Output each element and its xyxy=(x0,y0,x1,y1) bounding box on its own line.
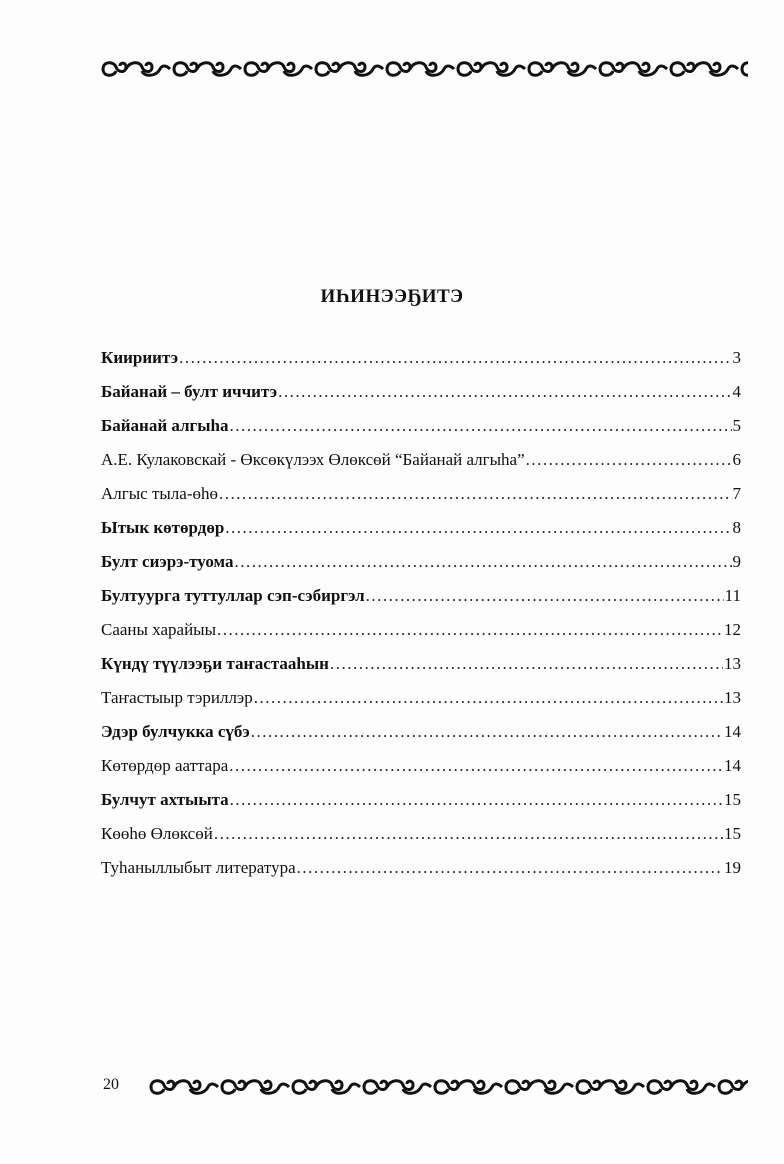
toc-entry[interactable] xyxy=(101,654,741,688)
toc-entry-page: 12 xyxy=(724,620,741,639)
toc-dot-leader xyxy=(179,348,731,368)
toc-entry-title: Көөһө Өлөксөй xyxy=(101,824,213,843)
toc-entry-page: 15 xyxy=(724,790,741,809)
toc-entry-page: 8 xyxy=(732,518,741,537)
toc-dot-leader xyxy=(330,654,723,674)
toc-entry-title: Сааны харайыы xyxy=(101,620,217,639)
toc-entry-page: 7 xyxy=(732,484,741,503)
toc-entry-page: 4 xyxy=(732,382,741,401)
toc-dot-leader xyxy=(235,552,732,572)
toc-dot-leader xyxy=(526,450,732,470)
toc-entry-title: Бултуурга туттуллар сэп-сэбиргэл xyxy=(101,586,365,605)
toc-entry-title: А.Е. Кулаковскай - Өксөкүлээх Өлөксөй “Байанай алгыһа” xyxy=(101,450,525,469)
toc-dot-leader xyxy=(214,824,723,844)
toc-entry-page: 13 xyxy=(724,654,741,673)
toc-entry[interactable] xyxy=(101,620,741,654)
toc-entry-page: 5 xyxy=(732,416,741,435)
toc-entry[interactable] xyxy=(101,518,741,552)
toc-entry[interactable] xyxy=(101,450,741,484)
toc-entry-title: Киириитэ xyxy=(101,348,179,367)
toc-dot-leader xyxy=(366,586,724,606)
top-ornament-border xyxy=(100,58,748,80)
toc-dot-leader xyxy=(229,756,723,776)
toc-entry[interactable] xyxy=(101,858,741,892)
toc-entry[interactable] xyxy=(101,416,741,450)
toc-dot-leader xyxy=(254,688,723,708)
toc-entry[interactable] xyxy=(101,824,741,858)
toc-entry-title: Булчут ахтыыта xyxy=(101,790,229,809)
toc-entry-page: 19 xyxy=(724,858,741,877)
toc-entry-title: Таҥастыыр тэриллэр xyxy=(101,688,253,707)
toc-entry-title: Байанай алгыһа xyxy=(101,416,229,435)
toc-dot-leader xyxy=(251,722,723,742)
toc-entry[interactable] xyxy=(101,348,741,382)
toc-dot-leader xyxy=(230,416,732,436)
page-title: ИҺИНЭЭҔИТЭ xyxy=(320,286,464,307)
toc-entry[interactable] xyxy=(101,586,741,620)
toc-entry-title: Байанай – булт иччитэ xyxy=(101,382,278,401)
toc-dot-leader xyxy=(217,620,723,640)
toc-entry-page: 13 xyxy=(724,688,741,707)
toc-entry-page: 6 xyxy=(732,450,741,469)
toc-entry-title: Ытык көтөрдөр xyxy=(101,518,225,537)
toc-entry[interactable] xyxy=(101,688,741,722)
toc-entry[interactable] xyxy=(101,790,741,824)
toc-entry-title: Көтөрдөр ааттара xyxy=(101,756,229,775)
bottom-ornament-border xyxy=(148,1076,748,1098)
toc-entry-page: 3 xyxy=(732,348,741,367)
toc-entry-page: 14 xyxy=(724,756,741,775)
toc-entry-title: Булт сиэрэ-туома xyxy=(101,552,234,571)
toc-entry-title: Эдэр булчукка сүбэ xyxy=(101,722,250,741)
toc-entry[interactable] xyxy=(101,722,741,756)
toc-entry-page: 9 xyxy=(732,552,741,571)
toc-entry-title: Туһаныллыбыт литература xyxy=(101,858,296,877)
table-of-contents xyxy=(101,348,741,892)
toc-entry[interactable] xyxy=(101,552,741,586)
toc-dot-leader xyxy=(230,790,723,810)
page-number: 20 xyxy=(103,1076,119,1093)
toc-dot-leader xyxy=(297,858,723,878)
toc-dot-leader xyxy=(219,484,732,504)
toc-entry[interactable] xyxy=(101,382,741,416)
toc-entry[interactable] xyxy=(101,484,741,518)
toc-dot-leader xyxy=(225,518,731,538)
toc-dot-leader xyxy=(278,382,731,402)
toc-entry[interactable] xyxy=(101,756,741,790)
toc-entry-page: 14 xyxy=(724,722,741,741)
toc-entry-title: Алгыс тыла-өһө xyxy=(101,484,218,503)
toc-entry-page: 15 xyxy=(724,824,741,843)
toc-entry-page: 11 xyxy=(724,586,741,605)
toc-entry-title: Күндү түүлээҕи таҥастааһын xyxy=(101,654,329,673)
